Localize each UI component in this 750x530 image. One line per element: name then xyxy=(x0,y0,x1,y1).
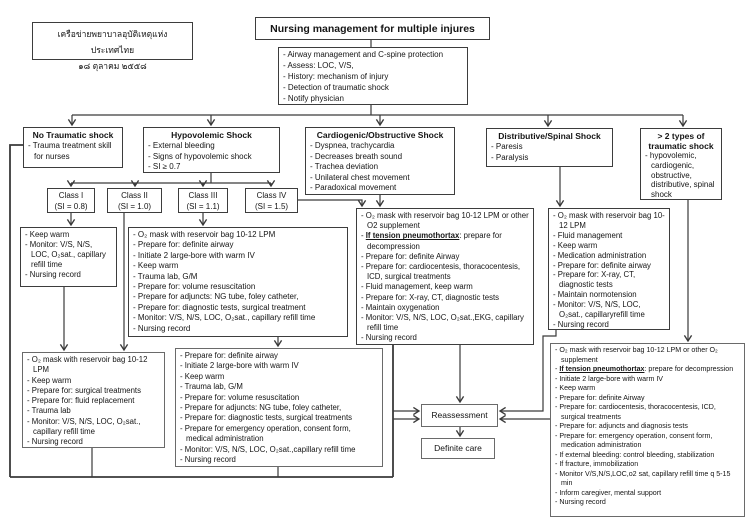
reassessment-box xyxy=(421,404,498,427)
list-item: - Keep warm xyxy=(133,261,179,271)
list-item: - O₂ mask with reservoir bag 10-12 LPM xyxy=(133,230,276,239)
list-item: - Prepare for: definite Airway xyxy=(361,251,460,261)
class4-si: (SI = 1.5) xyxy=(254,201,289,211)
list-item: - Inform caregiver, mental support xyxy=(555,488,662,497)
list-item: - Keep warm xyxy=(180,371,225,381)
cardiogenic-list xyxy=(310,141,450,194)
list-item: - Prepare for adjuncts: NG tube, foley catheter, xyxy=(133,292,299,302)
list-item: - Prepare for: diagnostic tests, surgical treatment xyxy=(133,302,306,312)
multiple-title: > 2 types of traumatic shock xyxy=(648,131,714,151)
class12-definitive-list xyxy=(27,355,160,448)
list-item: - History: mechanism of injury xyxy=(283,71,389,81)
list-item: - Keep warm xyxy=(25,230,70,239)
list-item: - Decreases breath sound xyxy=(310,151,403,161)
list-item: - Monitor: V/S, N/S, LOC, O₂sat., capillaryrefill time xyxy=(553,300,645,320)
list-item: - If tension pneumothortax: prepare for decompression xyxy=(361,231,502,251)
list-item: - Monitor: V/S, N/S, LOC, O₂sat.,EKG, capillary refill time xyxy=(361,313,524,333)
list-item: - hypovolemic, cardiogenic, obstructive, distributive, spinal shock xyxy=(645,151,715,200)
list-item: - Prepare for: diagnostic tests, surgical treatments xyxy=(180,413,353,423)
list-item: - Nursing record xyxy=(180,455,236,465)
chart-title-box xyxy=(255,17,490,40)
list-item: - Trauma lab xyxy=(27,406,71,416)
list-item: - SI ≥ 0.7 xyxy=(148,162,181,172)
list-item: - Trachea deviation xyxy=(310,162,379,172)
hypovolemic-title: Hypovolemic Shock xyxy=(171,130,252,140)
list-item: - Prepare for: X-ray, CT, diagnostic tests xyxy=(361,292,500,302)
list-item: - Prepare for: cardiocentesis, thoracocentesis, ICD, surgical treatments xyxy=(361,262,521,282)
distributive-list xyxy=(491,142,608,163)
list-item: - Prepare for: adjuncts and diagnosis tests xyxy=(555,422,688,430)
list-item: - O₂ mask with reservoir bag 10-12 LPM or other O2 supplement xyxy=(361,211,529,231)
distributive-shock-box xyxy=(486,128,613,167)
org-date: ๑๘ ตุลาคม ๒๕๕๘ xyxy=(78,61,147,71)
class1-si: (SI = 0.8) xyxy=(54,201,88,211)
list-item: - Keep warm xyxy=(27,375,72,385)
list-item: - Keep warm xyxy=(555,384,596,392)
class4-box xyxy=(245,188,298,213)
class23-care-box xyxy=(128,227,348,337)
list-item: - Prepare for adjuncts: NG tube, foley catheter, xyxy=(180,403,342,413)
list-item: - Medication administration xyxy=(553,250,647,260)
list-item: - Keep warm xyxy=(553,240,598,250)
class34-definitive-box xyxy=(175,348,383,467)
list-item: - Airway management and C-spine protection xyxy=(283,50,444,59)
class2-box xyxy=(107,188,162,213)
no-traumatic-list xyxy=(28,141,118,162)
list-item: - Prepare for: X-ray, CT, diagnostic tests xyxy=(553,270,636,290)
cardio-care-box xyxy=(356,208,534,345)
cardio-care-list xyxy=(361,211,529,344)
class1-care-list xyxy=(25,230,112,280)
list-item: - Monitor: V/S, N/S, LOC, O₂sat., capillary refill time xyxy=(27,416,141,437)
no-traumatic-title: No Traumatic shock xyxy=(32,130,114,140)
list-item: - O₂ mask with reservoir bag 10-12 LPM or other O₂ supplement xyxy=(555,346,718,364)
distributive-care-list xyxy=(553,211,665,330)
class12-definitive-box xyxy=(22,352,165,448)
list-item: - Unilateral chest movement xyxy=(310,172,410,182)
list-item: - Paralysis xyxy=(491,152,529,162)
distributive-care-box xyxy=(548,208,670,330)
list-item: - Fluid management, keep warm xyxy=(361,282,473,292)
list-item: - Notify physician xyxy=(283,93,344,103)
class3-box xyxy=(178,188,228,213)
list-item: - Prepare for: surgical treatments xyxy=(27,385,141,395)
list-item: - Trauma treatment skill for nurses xyxy=(28,141,112,161)
list-item: - Maintain oxygenation xyxy=(361,302,440,312)
list-item: - O₂ mask with reservoir bag 10-12 LPM xyxy=(553,211,665,230)
list-item: - Monitor: V/S, N/S, LOC, O₂sat., capillary refill time xyxy=(133,313,316,323)
class23-care-list xyxy=(133,230,343,334)
initial-assessment-list xyxy=(283,50,463,105)
list-item: - If fracture, immobilization xyxy=(555,460,639,468)
multiple-definitive-list xyxy=(555,346,740,508)
list-item: - Prepare for: definite Airway xyxy=(555,393,645,402)
class2-name: Class II xyxy=(121,191,148,200)
cardiogenic-shock-box xyxy=(305,127,455,195)
list-item: - Prepare for: definite airway xyxy=(133,240,234,250)
definite-care-label: Definite care xyxy=(434,443,482,453)
list-item: - Prepare for: emergency operation, consent form, medication administration xyxy=(555,431,713,449)
definite-care-box xyxy=(421,438,495,459)
list-item: - If external bleeding: control bleeding, stabilization xyxy=(555,450,715,459)
distributive-title: Distributive/Spinal Shock xyxy=(498,131,601,141)
list-item: - Prepare for: volume resuscitation xyxy=(180,392,300,402)
list-item: - Dyspnea, trachycardia xyxy=(310,141,395,150)
list-item: - Monitor V/S,N/S,LOC,o2 sat, capillary refill time q 5-15 min xyxy=(555,469,731,487)
list-item: - Prepare for: fluid replacement xyxy=(27,396,135,406)
class1-care-box xyxy=(20,227,117,287)
list-item: - Prepare for: definite airway xyxy=(553,260,651,270)
list-item: - Initiate 2 large-bore with warm IV xyxy=(555,374,664,383)
list-item: - Fluid management xyxy=(553,230,623,240)
list-item: - Nursing record xyxy=(555,498,606,506)
class3-si: (SI = 1.1) xyxy=(186,201,220,211)
hypovolemic-shock-box xyxy=(143,127,280,173)
list-item: - Monitor: V/S, N/S, LOC, O₂sat., capillary refill time xyxy=(25,239,106,269)
arrow-class4-to-cardiocare xyxy=(298,200,362,206)
list-item: - Nursing record xyxy=(133,323,191,333)
list-item: - Maintain normotension xyxy=(553,290,637,300)
list-item: - Detection of traumatic shock xyxy=(283,82,389,92)
class3-name: Class III xyxy=(188,191,218,200)
hypovolemic-list xyxy=(148,141,275,173)
class1-box xyxy=(47,188,95,213)
list-item: - Nursing record xyxy=(27,437,83,447)
list-item: - Initiate 2 large-bore with warm IV xyxy=(180,361,299,371)
class4-name: Class IV xyxy=(256,191,287,200)
list-item: - Prepare for: cardiocentesis, thoracocentesis, ICD, surgical treatments xyxy=(555,403,716,421)
multiple-definitive-box xyxy=(550,343,745,517)
multiple-list xyxy=(645,151,717,200)
list-item: - Nursing record xyxy=(25,269,81,279)
class2-si: (SI = 1.0) xyxy=(117,201,152,211)
list-item: - Prepare for: volume resuscitation xyxy=(133,282,256,292)
list-item: - Nursing record xyxy=(553,319,609,329)
list-item: - External bleeding xyxy=(148,141,215,150)
list-item: - O₂ mask with reservoir bag 10-12 LPM xyxy=(27,355,148,375)
list-item: - Initiate 2 large-bore with warm IV xyxy=(133,250,255,260)
list-item: - Paresis xyxy=(491,142,523,151)
list-item: - Assess: LOC, V/S, xyxy=(283,60,354,70)
list-item: - Monitor: V/S, N/S, LOC, O₂sat.,capillary refill time xyxy=(180,444,356,454)
cardiogenic-title: Cardiogenic/Obstructive Shock xyxy=(316,130,444,140)
list-item: - Nursing record xyxy=(361,333,417,343)
org-name: เครือข่ายพยาบาลอุบัติเหตุแห่งประเทศไทย xyxy=(57,29,168,55)
org-date-box xyxy=(32,22,193,71)
list-item: - Trauma lab, G/M xyxy=(180,382,243,392)
list-item: - Signs of hypovolemic shock xyxy=(148,151,252,161)
class1-name: Class I xyxy=(58,191,84,200)
list-item: - If tension pneumothortax: prepare for decompression xyxy=(555,365,734,373)
reassessment-label: Reassessment xyxy=(431,410,488,420)
no-traumatic-shock-box xyxy=(23,127,123,168)
list-item: - Prepare for emergency operation, consent form, medical administration xyxy=(180,423,351,444)
initial-assessment-box xyxy=(278,47,468,105)
multiple-shock-box xyxy=(640,128,722,200)
list-item: - Trauma lab, G/M xyxy=(133,271,198,281)
chart-title: Nursing management for multiple injures xyxy=(270,23,475,35)
list-item: - Prepare for: definite airway xyxy=(180,351,278,360)
list-item: - Paradoxical movement xyxy=(310,183,397,193)
class34-definitive-list xyxy=(180,351,378,465)
